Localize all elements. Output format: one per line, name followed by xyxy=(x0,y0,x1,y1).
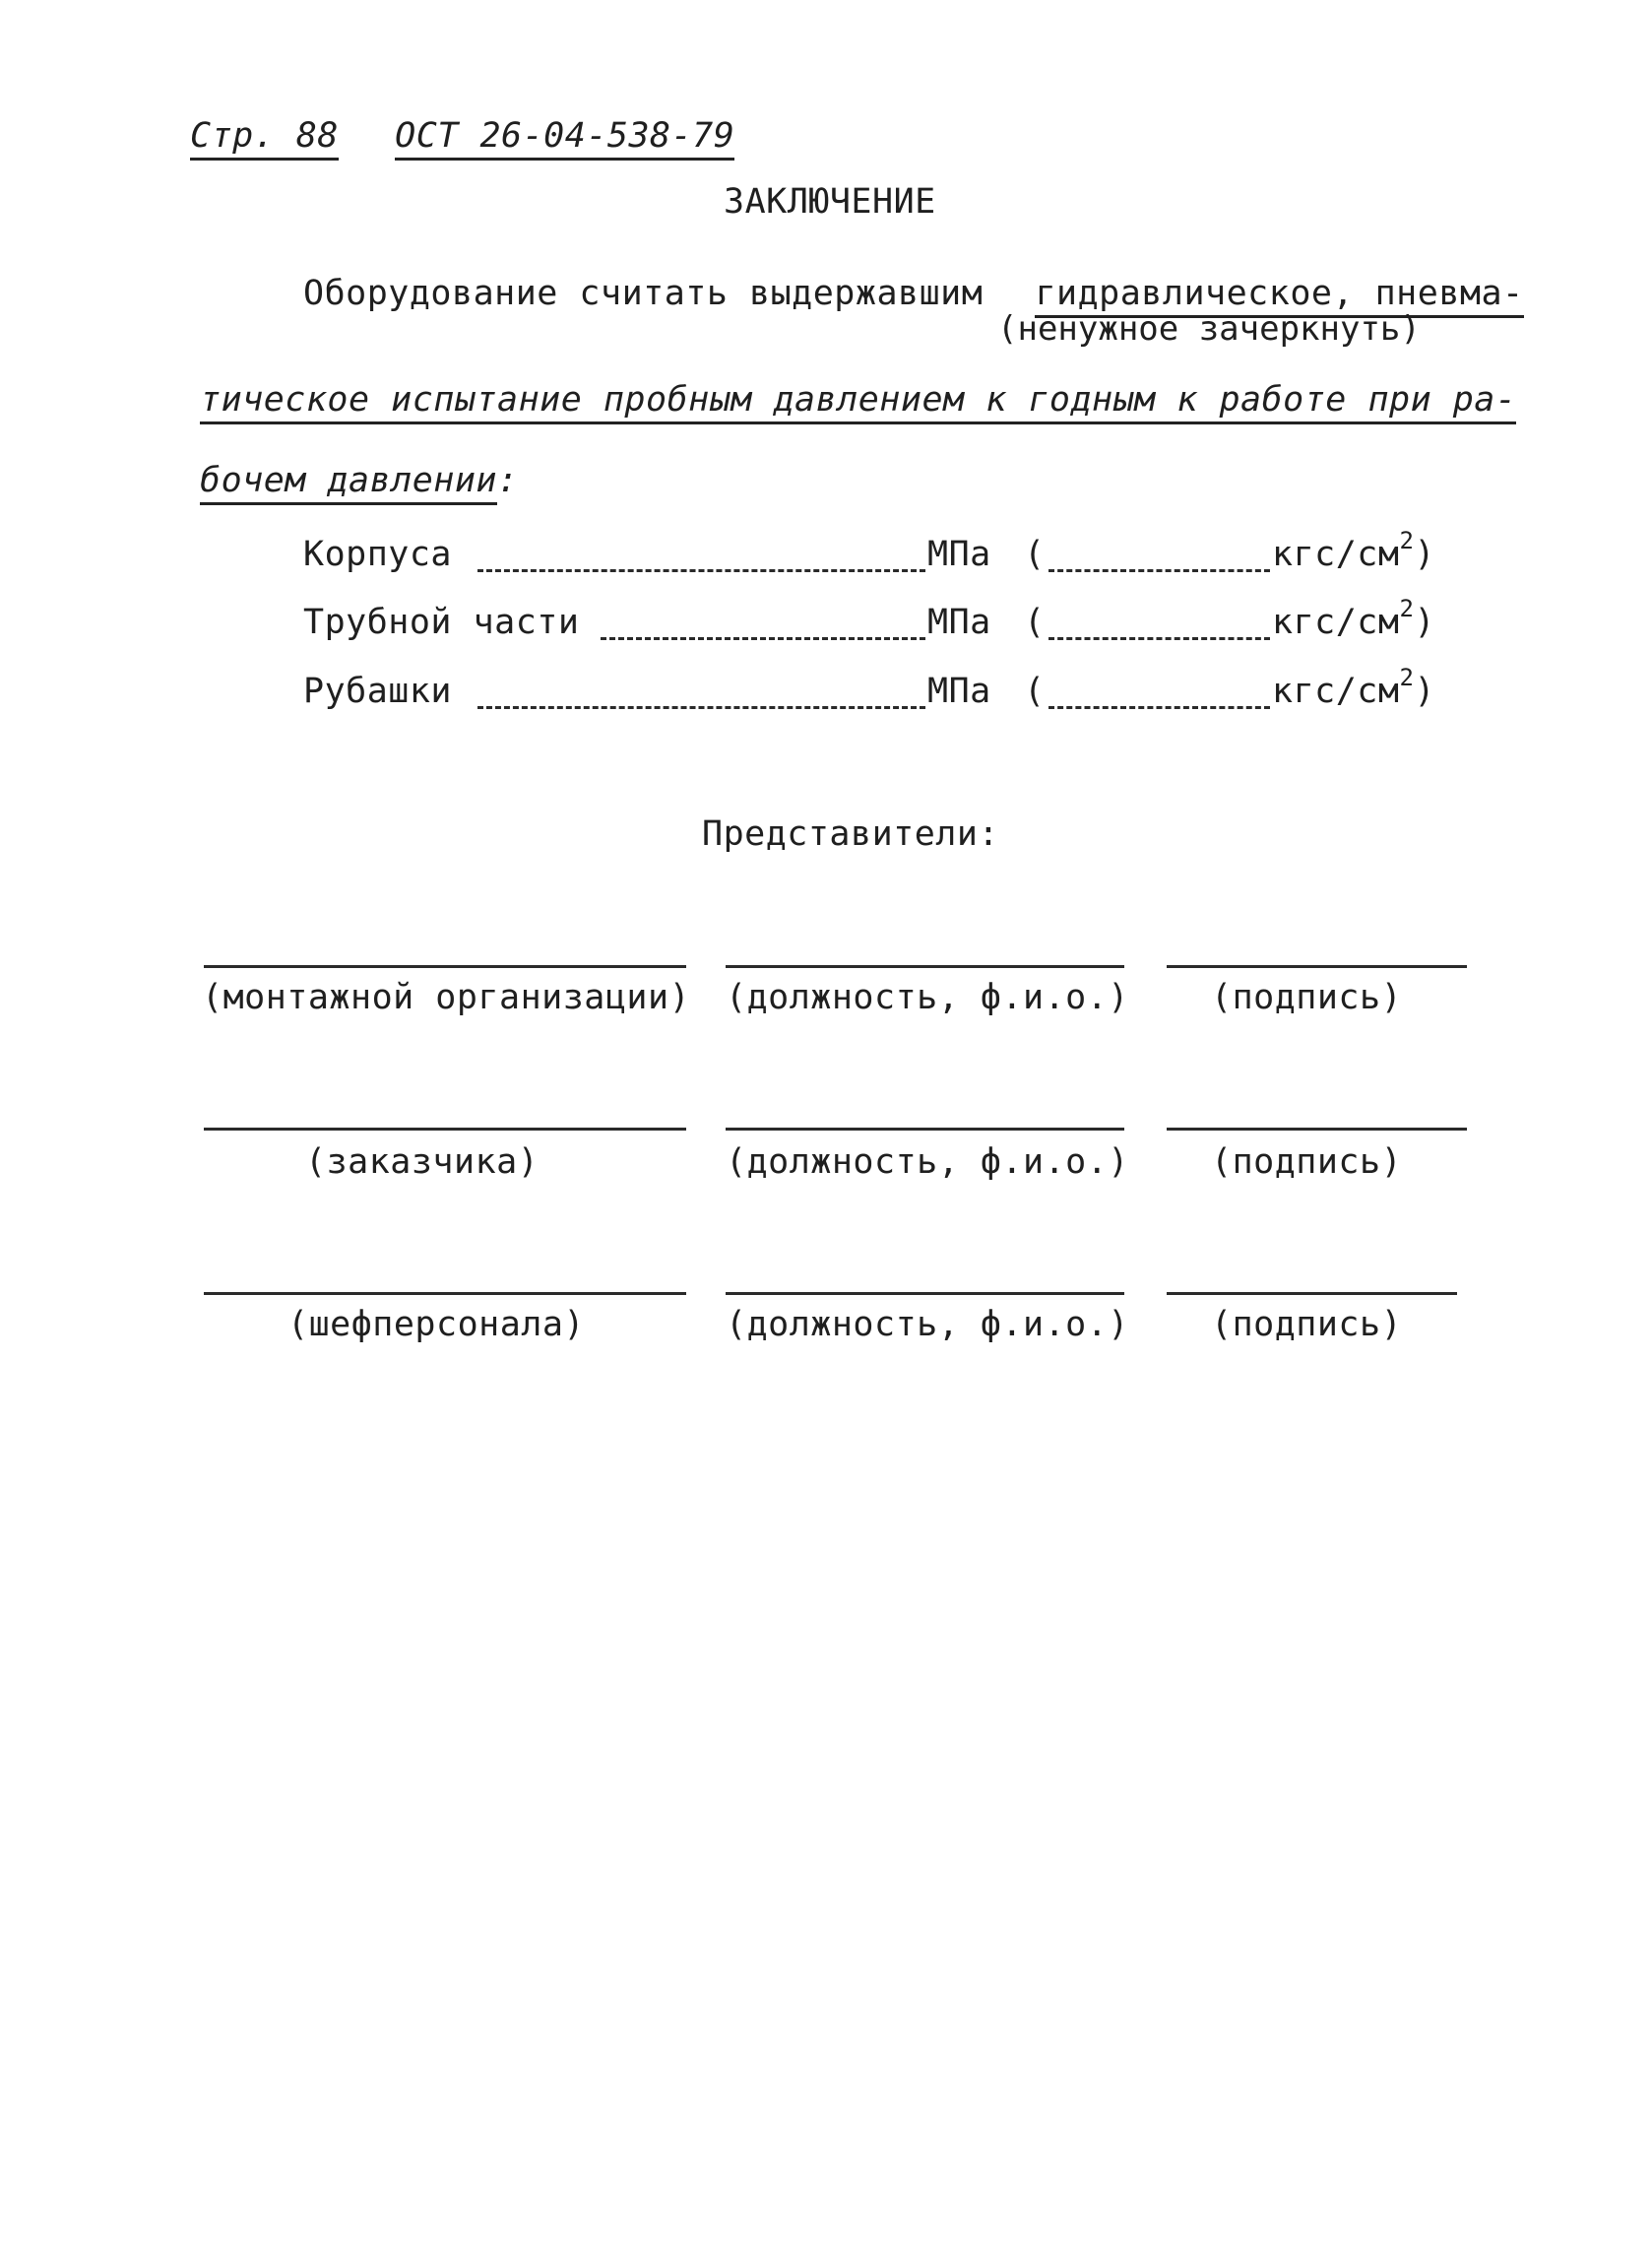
org-caption-1: (монтажной организации) xyxy=(202,978,691,1017)
signature-caption-3: (подпись) xyxy=(1211,1305,1403,1344)
standard-code: ОСТ 26-04-538-79 xyxy=(395,116,734,161)
housing-paren-open: ( xyxy=(1024,535,1046,574)
org-signature-line-1[interactable] xyxy=(204,965,686,968)
position-signature-line-3[interactable] xyxy=(726,1292,1124,1295)
pressure-row-jacket-label: Рубашки xyxy=(303,672,453,711)
tube-kgf-unit: кгс/$см^2$) xyxy=(1272,595,1435,642)
document-title: ЗАКЛЮЧЕНИЕ xyxy=(724,182,936,222)
representatives-heading: Представители: xyxy=(702,814,1000,854)
position-caption-1: (должность, ф.и.о.) xyxy=(726,978,1129,1017)
signature-caption-2: (подпись) xyxy=(1211,1142,1403,1182)
conclusion-line-1 xyxy=(303,274,1524,313)
tube-kgf-field[interactable] xyxy=(1048,637,1270,640)
tube-paren-open: ( xyxy=(1024,603,1046,642)
pressure-row-housing-label: Корпуса xyxy=(303,535,453,574)
sign-line-1[interactable] xyxy=(1167,965,1467,968)
org-caption-2: (заказчика) xyxy=(305,1142,540,1182)
conclusion-text-start: Оборудование считать выдержавшим xyxy=(303,274,984,313)
position-caption-2: (должность, ф.и.о.) xyxy=(726,1142,1129,1182)
position-signature-line-2[interactable] xyxy=(726,1128,1124,1131)
housing-mpa-field[interactable] xyxy=(477,569,925,572)
jacket-kgf-unit: кгс/$см^2$) xyxy=(1272,664,1435,711)
org-caption-3: (шефперсонала) xyxy=(287,1305,586,1344)
signature-caption-1: (подпись) xyxy=(1211,978,1403,1017)
strike-hint: (ненужное зачеркнуть) xyxy=(997,309,1421,349)
jacket-mpa-field[interactable] xyxy=(477,706,925,709)
housing-mpa-unit: МПа xyxy=(927,535,991,574)
jacket-kgf-field[interactable] xyxy=(1048,706,1270,709)
tube-mpa-unit: МПа xyxy=(927,603,991,642)
jacket-paren-open: ( xyxy=(1024,672,1046,711)
conclusion-line-2 xyxy=(200,380,1516,420)
sign-line-3[interactable] xyxy=(1167,1292,1457,1295)
jacket-mpa-unit: МПа xyxy=(927,672,991,711)
sign-line-2[interactable] xyxy=(1167,1128,1467,1131)
position-caption-3: (должность, ф.и.о.) xyxy=(726,1305,1129,1344)
org-signature-line-3[interactable] xyxy=(204,1292,686,1295)
conclusion-line-2-text: тическое испытание пробным давлением к годным к работе при ра- xyxy=(200,380,1516,424)
housing-kgf-unit: кгс/$см^2$) xyxy=(1272,527,1435,574)
tube-mpa-field[interactable] xyxy=(601,637,925,640)
org-signature-line-2[interactable] xyxy=(204,1128,686,1131)
conclusion-line-3-text: бочем давлении xyxy=(200,461,497,505)
housing-kgf-field[interactable] xyxy=(1048,569,1270,572)
conclusion-line-3 xyxy=(200,461,519,500)
test-type-options: гидравлическое, пневма- xyxy=(1035,274,1523,318)
page-number: Стр. 88 xyxy=(190,116,339,161)
pressure-row-tube-label: Трубной части xyxy=(303,603,580,642)
colon: : xyxy=(497,461,519,500)
page-header xyxy=(190,116,734,156)
position-signature-line-1[interactable] xyxy=(726,965,1124,968)
